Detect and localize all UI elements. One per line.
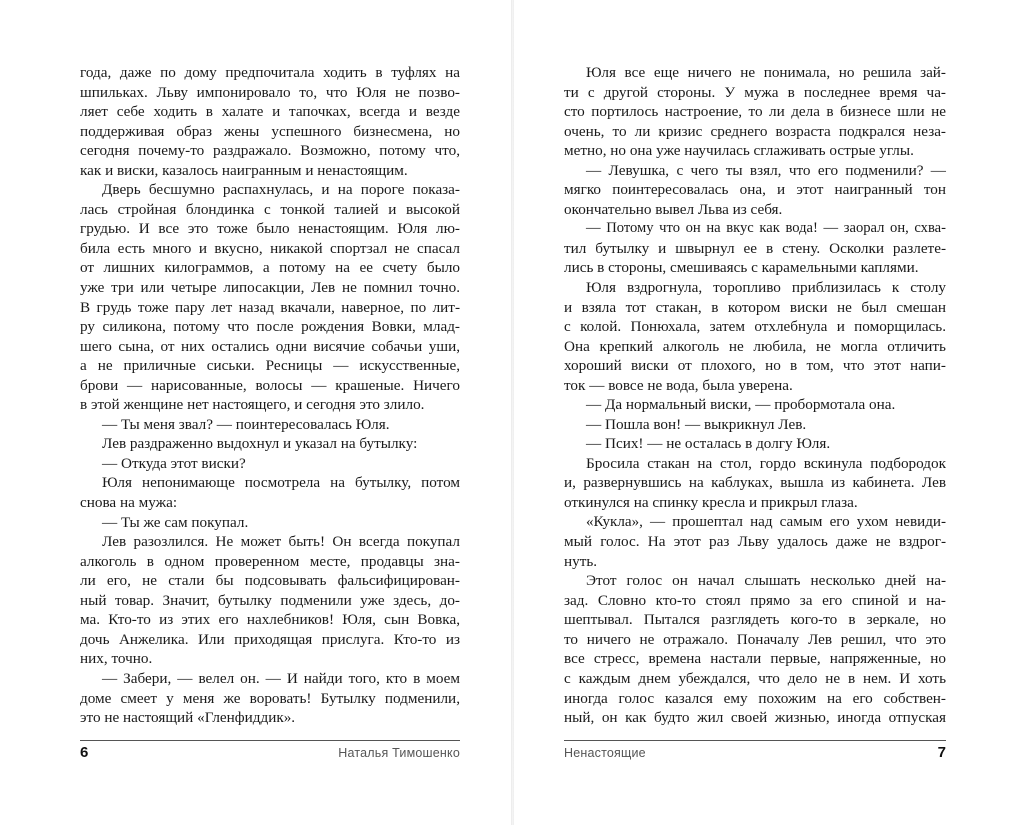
- running-head-title: Ненастоящие: [564, 746, 646, 760]
- text-line: все стресс, времена настали первые, напряженные, но: [564, 650, 946, 668]
- text-line: ли его, не стали бы подсовывать фальсифицирован-: [80, 572, 460, 590]
- text-line: Дверь бесшумно распахнулась, и на пороге показа-: [102, 181, 460, 199]
- text-line: — Потому что он на вкус как вода! — заорал он, схва-: [586, 220, 946, 237]
- text-line: Юля все еще ничего не понимала, но решила зай-: [586, 64, 946, 81]
- text-line: а не приличные сиськи. Ресницы — искусственные,: [80, 357, 460, 375]
- text-line: метно, но она уже научилась сглаживать острые углы.: [564, 142, 914, 160]
- text-line: дочь Анжелика. Или приходящая прислуга. Кто-то из: [80, 630, 460, 648]
- text-line: сегодня почему-то раздражало. Возможно, потому что,: [80, 142, 460, 160]
- text-line: и, развернувшись на каблуках, вышла из кабинета. Лев: [564, 474, 946, 492]
- text-line: шпильках. Льву импонировало то, что Юля не позво-: [80, 83, 460, 101]
- text-line: уже три или четыре липосакции, Лев не помнил точно.: [80, 279, 460, 297]
- right-page-footer: [564, 740, 946, 769]
- text-line: лись в стороны, смешиваясь с карамельными каплями.: [564, 259, 919, 277]
- left-page-footer: [80, 740, 460, 769]
- text-line: — Забери, — велел он. — И найди того, кто в моем: [102, 669, 460, 687]
- text-line: Лев разозлился. Не может быть! Он всегда покупал: [102, 533, 460, 551]
- text-line: поддерживая образ жены успешного бизнесмена, но: [80, 122, 460, 140]
- running-head-author: Наталья Тимошенко: [338, 746, 460, 760]
- text-line: и взяла тот стакан, в котором виски не был смешан: [564, 298, 946, 316]
- right-page: [514, 0, 1026, 825]
- text-line: от лишних килограммов, а потому на ее счету было: [80, 259, 460, 277]
- text-line: ный, он как будто жил своей жизнью, иногда отпуская: [564, 709, 946, 727]
- right-page-text: [564, 63, 946, 728]
- text-line: мый голос. На этот раз Льву удалось даже не вздрог-: [564, 533, 946, 551]
- text-line: Этот голос он начал слышать несколько дней на-: [586, 572, 946, 590]
- text-line: нуть.: [564, 552, 598, 570]
- text-line: очень, то ли кризис среднего возраста подкрался неза-: [564, 122, 946, 140]
- text-line: то ничего не отражало. Поначалу Лев решил, что это: [564, 630, 946, 648]
- left-page: [0, 0, 512, 825]
- text-line: доме смеет у меня же воровать! Бутылку подменили,: [80, 689, 460, 707]
- text-line: била есть много и вкусно, никакой спортзал не спасал: [80, 239, 460, 257]
- text-line: Она крепкий алкоголь не любила, не могла отличить: [564, 337, 946, 355]
- text-line: В грудь тоже пару лет назад вкачали, наверное, по лит-: [80, 298, 460, 316]
- text-line: мягко поинтересовалась она, и этот наигранный тон: [564, 181, 946, 199]
- text-line: шего сына, от них остались одни висячие собачьи уши,: [80, 337, 460, 355]
- text-line: — Псих! — не осталась в долгу Юля.: [586, 435, 831, 453]
- text-line: ру силикона, потому что после рождения Вовки, млад-: [80, 318, 460, 336]
- text-line: ма. Кто-то из этих его нахлебников! Юля, сын Вовка,: [80, 611, 460, 629]
- text-line: Юля вздрогнула, торопливо приблизилась к столу: [586, 279, 946, 297]
- text-line: Бросила стакан на стол, гордо вскинула подбородок: [586, 454, 946, 472]
- text-line: — Откуда этот виски?: [102, 454, 246, 472]
- text-line: ляет себе ходить в халате и тапочках, всегда и везде: [80, 103, 460, 121]
- text-line: — Ты же сам покупал.: [102, 513, 249, 531]
- text-line: зад. Словно кто-то стоял прямо за его спиной и на-: [564, 591, 946, 609]
- text-line: хороший виски от плохого, но в том, что этот напи-: [564, 357, 946, 375]
- text-line: с каждым днем убеждался, что дело не в нем. И хоть: [564, 669, 946, 687]
- text-line: алкоголь в одном проверенном месте, продавцы зна-: [80, 552, 460, 570]
- text-line: окончательно вывел Льва из себя.: [564, 200, 783, 218]
- text-line: сто портилось настроение, то ли дела в бизнесе шли не: [564, 103, 946, 121]
- text-line: — Левушка, с чего ты взял, что его подменили? —: [586, 161, 946, 179]
- text-line: брови — нарисованные, волосы — крашеные. Ничего: [80, 376, 460, 394]
- text-line: года, даже по дому предпочитала ходить в туфлях на: [80, 64, 460, 81]
- text-line: — Пошла вон! — выкрикнул Лев.: [586, 415, 807, 433]
- text-line: Юля непонимающе посмотрела на бутылку, потом: [102, 474, 460, 492]
- text-line: ный товар. Значит, бутылку подменили уже здесь, до-: [80, 591, 460, 609]
- text-line: ти с другой стороны. У мужа в последнее время ча-: [564, 83, 946, 101]
- text-line: с колой. Понюхала, затем отхлебнула и поморщилась.: [564, 318, 946, 336]
- text-line: лась стройная блондинка с тонкой талией и высокой: [80, 200, 460, 218]
- text-line: снова на мужа:: [80, 494, 178, 512]
- text-line: это не настоящий «Гленфиддик».: [80, 709, 296, 727]
- text-line: иногда голос казался ему похожим на его собствен-: [564, 689, 946, 707]
- page-number: 7: [937, 744, 946, 761]
- left-page-text: [80, 63, 460, 728]
- text-line: шептывал. Пытался разглядеть кого-то в зеркале, но: [564, 611, 946, 629]
- text-line: — Ты меня звал? — поинтересовалась Юля.: [102, 415, 390, 433]
- text-line: ток — вовсе не вода, была уверена.: [564, 376, 793, 394]
- text-line: в этой женщине нет настоящего, и сегодня это злило.: [80, 396, 425, 414]
- text-line: как и виски, казалось наигранным и ненастоящим.: [80, 161, 408, 179]
- text-line: откинулся на спинку кресла и прикрыл глаза.: [564, 494, 858, 512]
- text-line: грудью. И все это тоже было ненастоящим. Юля лю-: [80, 220, 460, 238]
- text-line: — Да нормальный виски, — пробормотала она.: [586, 396, 896, 414]
- page-number: 6: [80, 744, 89, 761]
- text-line: тил бутылку и швырнул ее в стену. Осколки разлете-: [564, 239, 946, 257]
- text-line: «Кукла», — прошептал над самым его ухом невиди-: [586, 513, 946, 530]
- text-line: Лев раздраженно выдохнул и указал на бутылку:: [102, 435, 418, 453]
- text-line: них, точно.: [80, 650, 153, 668]
